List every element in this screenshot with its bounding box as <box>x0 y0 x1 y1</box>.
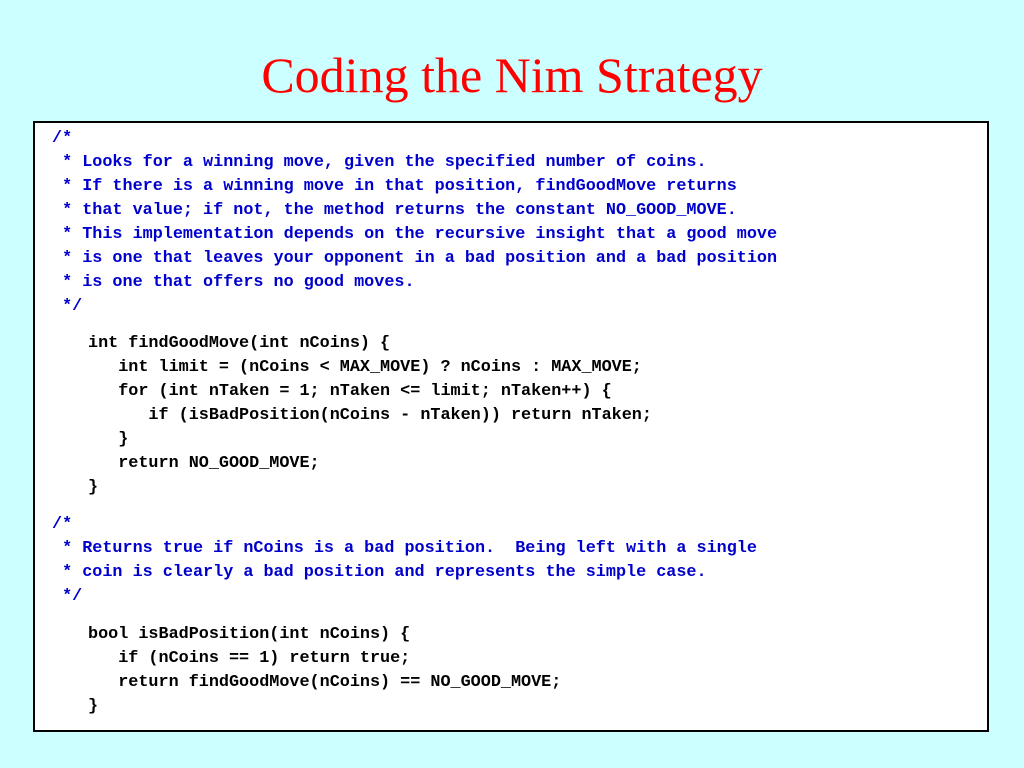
code-line: * This implementation depends on the recursive insight that a good move <box>52 225 778 244</box>
code-line: for (int nTaken = 1; nTaken <= limit; nTaken++) { <box>88 382 612 401</box>
code-line: bool isBadPosition(int nCoins) { <box>88 625 411 644</box>
code-line: * is one that leaves your opponent in a bad position and a bad position <box>52 249 778 268</box>
code-line: if (nCoins == 1) return true; <box>88 649 411 668</box>
code-line: int findGoodMove(int nCoins) { <box>88 334 391 353</box>
code-line: * Looks for a winning move, given the specified number of coins. <box>52 153 707 172</box>
code-line: * If there is a winning move in that position, findGoodMove returns <box>52 177 737 196</box>
code-line: */ <box>52 587 83 606</box>
code-line: if (isBadPosition(nCoins - nTaken)) return nTaken; <box>88 406 652 425</box>
code-line: } <box>88 478 99 497</box>
code-line: } <box>88 697 99 716</box>
code-box <box>33 121 989 732</box>
code-line: /* <box>52 515 73 534</box>
code-line: */ <box>52 297 83 316</box>
code-line: * Returns true if nCoins is a bad position. Being left with a single <box>52 539 757 558</box>
code-line: return NO_GOOD_MOVE; <box>88 454 320 473</box>
code-line: * coin is clearly a bad position and represents the simple case. <box>52 563 707 582</box>
slide-title: Coding the Nim Strategy <box>261 47 763 103</box>
code-line: * is one that offers no good moves. <box>52 273 415 292</box>
code-line: return findGoodMove(nCoins) == NO_GOOD_MOVE; <box>88 673 562 692</box>
code-line: } <box>88 430 129 449</box>
code-line: /* <box>52 129 73 148</box>
code-line: * that value; if not, the method returns the constant NO_GOOD_MOVE. <box>52 201 737 220</box>
code-line: int limit = (nCoins < MAX_MOVE) ? nCoins : MAX_MOVE; <box>88 358 642 377</box>
